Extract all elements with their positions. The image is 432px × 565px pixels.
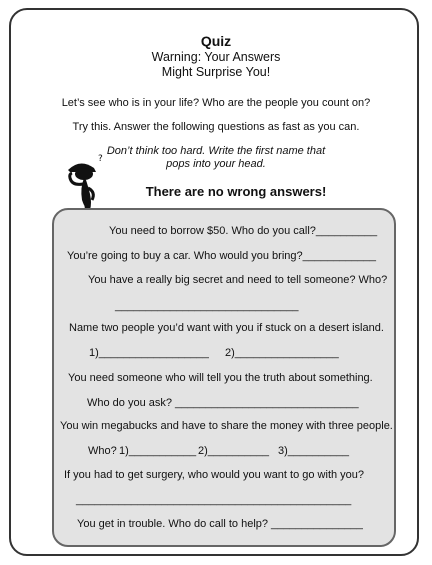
quiz-subtitle-line2: Might Surprise You! — [161, 65, 271, 79]
quiz-subtitle-line1: Warning: Your Answers — [151, 50, 281, 64]
intro-line-3a: Don’t think too hard. Write the first name that — [106, 145, 326, 157]
intro-line-3b: pops into your head. — [166, 158, 266, 170]
question-4: Name two people you’d want with you if stuck on a desert island. — [69, 322, 384, 334]
question-1[interactable]: You need to borrow $50. Who do you call?__________ — [109, 225, 378, 237]
question-5: You need someone who will tell you the truth about something. — [68, 372, 373, 384]
question-7-answer-blank[interactable]: _____________________________________________ — [76, 494, 352, 506]
question-7: If you had to get surgery, who would you want to go with you? — [64, 469, 365, 481]
question-6-answer-3[interactable]: 3)__________ — [278, 445, 349, 457]
question-3-answer-blank[interactable]: ______________________________ — [115, 300, 299, 312]
question-6-answer-1[interactable]: 1)___________ — [119, 445, 197, 457]
question-6: You win megabucks and have to share the money with three people. — [60, 420, 393, 432]
question-5-answer[interactable]: Who do you ask? ______________________________ — [87, 397, 359, 409]
quiz-title: Quiz — [200, 33, 232, 49]
question-6-answer-2[interactable]: 2)__________ — [198, 445, 269, 457]
question-6-who-label: Who? — [88, 445, 117, 457]
no-wrong-answers: There are no wrong answers! — [145, 184, 327, 199]
question-3: You have a really big secret and need to tell someone? Who? — [88, 274, 388, 286]
question-4-answer-1[interactable]: 1)__________________ — [89, 347, 209, 359]
intro-line-1: Let’s see who is in your life? Who are the people you count on? — [61, 97, 371, 109]
question-4-answer-2[interactable]: 2)_________________ — [225, 347, 339, 359]
question-2[interactable]: You’re going to buy a car. Who would you bring?____________ — [67, 250, 377, 262]
intro-line-2: Try this. Answer the following questions as fast as you can. — [72, 121, 360, 133]
svg-text:?: ? — [98, 154, 103, 164]
question-8[interactable]: You get in trouble. Who do call to help? _______________ — [77, 518, 363, 530]
